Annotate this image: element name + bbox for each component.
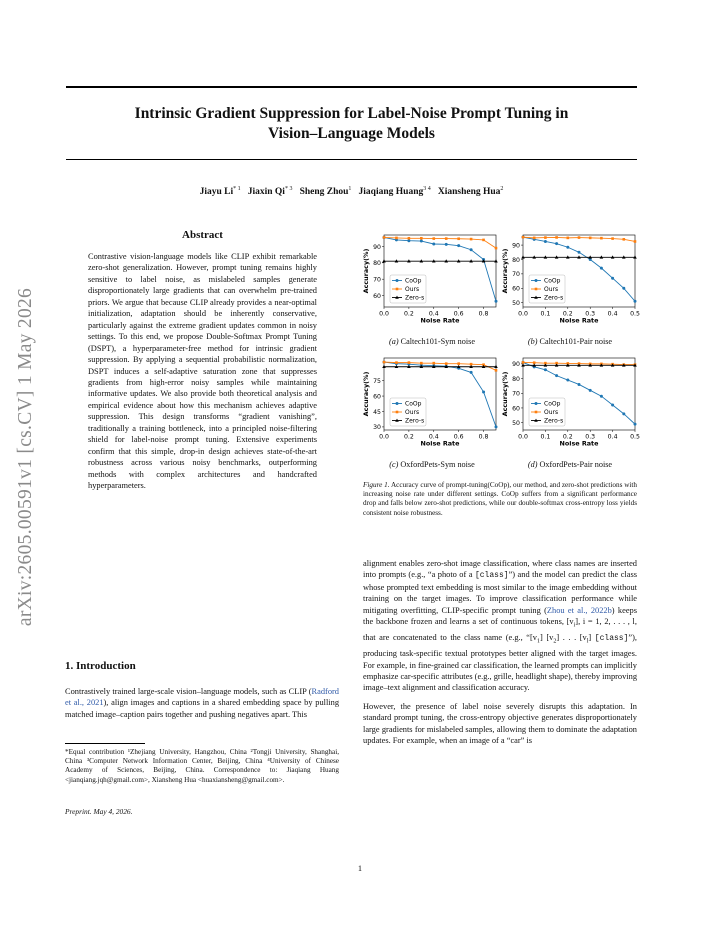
data-point [533, 237, 536, 240]
data-point [420, 240, 423, 243]
x-tick-label: 0.5 [630, 310, 640, 318]
data-point [623, 238, 626, 241]
x-tick-label: 0.4 [607, 433, 618, 441]
author: Jiaqiang Huang$^{3 4}$ [358, 186, 431, 198]
x-tick-label: 0.3 [585, 433, 596, 441]
data-point [432, 362, 435, 365]
subfigure-caption-d: (d) OxfordPets-Pair noise [527, 460, 613, 469]
data-point [445, 362, 448, 365]
figure-caption: Figure 1. Accuracy curve of prompt-tuning(CoOp), our method, and zero-shot predictions with increasing noise rate under different settings. CoOp suffers from a significant performance drop and falls below zero-shot predictions, while our double-softmax cross-entropy loss yields consistent noise robustness. [363, 481, 637, 517]
legend-label: CoOp [544, 277, 561, 285]
x-tick-label: 0.0 [518, 433, 528, 441]
data-point [470, 248, 473, 251]
y-tick-label: 75 [373, 377, 381, 385]
data-point [470, 371, 473, 374]
legend-label: CoOp [405, 277, 422, 285]
title-line-1: Intrinsic Gradient Suppression for Label-Noise Prompt Tuning in [134, 105, 569, 122]
author: Sheng Zhou$^1$ [299, 186, 352, 198]
data-point [622, 412, 625, 415]
data-point [395, 361, 398, 364]
legend-marker [396, 288, 399, 291]
x-tick-label: 0.0 [379, 433, 389, 441]
legend-marker [396, 411, 399, 414]
x-tick-label: 0.5 [630, 433, 640, 441]
y-tick-label: 60 [373, 292, 381, 300]
data-point [634, 240, 637, 243]
x-tick-label: 0.4 [428, 310, 439, 318]
x-tick-label: 0.4 [428, 433, 439, 441]
x-axis-label: Noise Rate [559, 439, 599, 448]
x-tick-label: 0.4 [607, 310, 618, 318]
data-point [495, 425, 498, 428]
legend-marker [396, 279, 399, 282]
data-point [555, 236, 558, 239]
data-point [544, 368, 547, 371]
data-point [600, 237, 603, 240]
data-point [495, 300, 498, 303]
x-tick-label: 0.2 [562, 433, 573, 441]
subfigure-caption-b: (b) Caltech101-Pair noise [527, 337, 613, 346]
data-point [407, 239, 410, 242]
y-tick-label: 90 [373, 243, 381, 251]
data-point [522, 236, 525, 239]
y-axis-label: Accuracy(%) [362, 248, 370, 294]
paragraph: alignment enables zero-shot image classification, where class names are inserted into prompts (e.g., “a photo of a [class]”) and the model can predict the class whose prompted text embedding is most similar to the image embedding without training on the target images. To improve classification performance while mitigating overfitting, CLIP-specific prompt tuning (Zhou et al., 2022b) keeps the backbone frozen and learns a set of continuous tokens, $[v_i]$, i = 1, 2, . . . , l, that are concatenated to the class name (e.g., “$[v_1]$ $[v_2]$ . . . $[v_l]$ [class]”), producing task-specific textual prototypes better aligned with the target images. For example, in fine-grained car classification, the learned prompts can implicitly emphasize car-specific attributes (e.g., grille, headlight shape), thereby improving image–text alignment and classification accuracy. [363, 559, 638, 693]
arxiv-side-label [6, 262, 46, 652]
citation-link[interactable]: Zhou et al., 2022b [546, 605, 612, 615]
legend-label: Ours [544, 286, 559, 294]
data-point [445, 243, 448, 246]
chart-panel [501, 235, 640, 325]
title-top-rule [66, 86, 637, 88]
data-point [578, 251, 581, 254]
citation-link[interactable]: Radford et al., 2021 [65, 687, 339, 708]
data-point [457, 237, 460, 240]
y-tick-label: 50 [512, 419, 520, 427]
data-point [470, 238, 473, 241]
data-point [395, 237, 398, 240]
legend-label: Ours [544, 409, 559, 417]
legend-label: Ours [405, 286, 420, 294]
data-point [578, 236, 581, 239]
y-tick-label: 90 [512, 361, 520, 369]
data-point [622, 287, 625, 290]
y-tick-label: 60 [512, 405, 520, 413]
data-point [544, 236, 547, 239]
x-axis-label: Noise Rate [420, 439, 460, 448]
data-point [589, 389, 592, 392]
legend-marker [535, 402, 538, 405]
footnote-rule [65, 743, 145, 744]
data-point [432, 237, 435, 240]
data-point [634, 300, 637, 303]
x-tick-label: 0.3 [585, 310, 596, 318]
legend-label: Ours [405, 409, 420, 417]
subfigure-caption-c: (c) OxfordPets-Sym noise [389, 460, 475, 469]
data-point [600, 395, 603, 398]
subfigure-caption-a: (a) Caltech101-Sym noise [389, 337, 475, 346]
data-point [408, 361, 411, 364]
title-bottom-rule [66, 159, 637, 160]
legend-label: Zero-s [544, 417, 564, 425]
figure-1-charts [362, 229, 638, 474]
data-point [611, 277, 614, 280]
x-tick-label: 0.1 [540, 433, 551, 441]
x-tick-label: 0.2 [562, 310, 573, 318]
y-tick-label: 45 [373, 408, 381, 416]
author: Jiayu Li$^{* 1}$ [199, 186, 241, 198]
y-tick-label: 70 [373, 276, 381, 284]
y-axis-label: Accuracy(%) [501, 248, 509, 294]
data-point [578, 383, 581, 386]
x-axis-label: Noise Rate [420, 316, 460, 325]
data-point [611, 237, 614, 240]
data-point [555, 374, 558, 377]
data-point [544, 240, 547, 243]
legend-marker [535, 288, 538, 291]
author-list [66, 186, 637, 197]
x-tick-label: 0.6 [453, 433, 464, 441]
data-point [408, 237, 411, 240]
data-point [589, 237, 592, 240]
data-point [420, 237, 423, 240]
data-point [555, 242, 558, 245]
data-point [567, 237, 570, 240]
x-tick-label: 0.0 [518, 310, 528, 318]
x-tick-label: 0.2 [403, 310, 414, 318]
legend-label: Zero-s [405, 417, 425, 425]
data-point [566, 246, 569, 249]
y-axis-label: Accuracy(%) [501, 371, 509, 417]
x-tick-label: 0.8 [478, 433, 489, 441]
y-tick-label: 80 [373, 260, 381, 268]
y-tick-label: 60 [373, 393, 381, 401]
data-point [383, 236, 386, 239]
intro-text: Contrastively trained large-scale vision–language models, such as CLIP (Radford et al., 2021), align images and captions in a shared embedding space by pulling matched image–caption pairs together and pushing negatives apart. This [65, 687, 340, 719]
data-point [634, 423, 637, 426]
chart-panel [362, 235, 498, 325]
x-tick-label: 0.1 [540, 310, 551, 318]
data-point [566, 379, 569, 382]
x-tick-label: 0.8 [478, 310, 489, 318]
chart-panel [362, 358, 498, 448]
data-point [420, 362, 423, 365]
x-axis-label: Noise Rate [559, 316, 599, 325]
data-point [457, 362, 460, 365]
title-line-2: Vision–Language Models [268, 125, 435, 142]
paragraph: However, the presence of label noise severely disrupts this adaptation. In standard prompt tuning, the cross-entropy objective generates disproportionately large gradients for mislabeled samples, allowing them to dominate the adaptation updates. For example, when an image of a “car” is [363, 701, 637, 746]
abstract-text: Contrastive vision-language models like CLIP exhibit remarkable zero-shot generalization. However, prompt tuning remains highly sensitive to label noise, as mislabeled samples generate disproportionately large gradients that can overwhelm pre-trained priors. We argue that because CLIP already provides a near-optimal initialization, adaptation should be inherently conservative, particularly against the extreme gradient updates common in noisy settings. To this end, we propose Double-Softmax Prompt Tuning (DSPT), a hyperparameter-free method for intrinsic gradient suppression. By applying a sequential probabilistic normalization, DSPT induces a self-adaptive saturation zone that suppresses gradients from high-error noisy samples while maintaining informative updates. We also provide both theoretical analysis and empirical evidence about how this mechanism achieves adaptive suppression. This design transforms “gradient vanishing”, traditionally a training bottleneck, into a principled noise-filtering shield for label-noise prompt tuning. Extensive experiments confirm that this simple, drop-in design achieves state-of-the-art robustness across various noisy benchmarks, outperforming methods with complex architectures and handcrafted hyperparameters. [88, 252, 317, 491]
y-axis-label: Accuracy(%) [362, 371, 370, 417]
x-tick-label: 0.0 [379, 310, 389, 318]
data-point [482, 239, 485, 242]
data-point [445, 237, 448, 240]
page-number: 1 [357, 864, 363, 873]
preprint-note: Preprint. May 4, 2026. [65, 807, 133, 816]
chart-panel [501, 358, 640, 448]
y-tick-label: 30 [373, 424, 381, 432]
abstract-heading: Abstract [182, 229, 223, 241]
intro-heading: 1. Introduction [65, 660, 136, 672]
data-point [495, 369, 498, 372]
x-tick-label: 0.2 [403, 433, 414, 441]
legend-marker [396, 402, 399, 405]
data-point [522, 361, 525, 364]
y-tick-label: 60 [512, 285, 520, 293]
data-point [482, 390, 485, 393]
data-point [600, 267, 603, 270]
legend-label: CoOp [405, 400, 422, 408]
x-tick-label: 0.6 [453, 310, 464, 318]
y-tick-label: 80 [512, 375, 520, 383]
footnote: *Equal contribution ¹Zhejiang University, Hangzhou, China ²Tongji University, Shanghai, China ³Computer Network Information Center, Beijing, China ⁴University of Chinese Academy of Sciences, Beijing, China. Correspondence to: Jiaqiang Huang <jianqiang.jqh@gmail.com>, Xiansheng Hua <huaxiansheng@gmail.com>. [65, 748, 339, 784]
legend-marker [535, 279, 538, 282]
legend-label: Zero-s [405, 294, 425, 302]
data-point [611, 404, 614, 407]
y-tick-label: 50 [512, 299, 520, 307]
right-column-text [363, 558, 637, 753]
data-point [495, 247, 498, 250]
data-point [432, 243, 435, 246]
data-point [457, 244, 460, 247]
arxiv-identifier: arXiv:2605.00591v1 [cs.CV] 1 May 2026 [15, 287, 36, 627]
paper-title [66, 104, 637, 144]
y-tick-label: 80 [512, 256, 520, 264]
y-tick-label: 70 [512, 271, 520, 279]
data-point [383, 361, 386, 364]
author: Xiansheng Hua$^2$ [437, 186, 504, 198]
y-tick-label: 90 [512, 242, 520, 250]
y-tick-label: 70 [512, 390, 520, 398]
legend-label: CoOp [544, 400, 561, 408]
author: Jiaxin Qi$^{* 3}$ [247, 186, 293, 198]
legend-label: Zero-s [544, 294, 564, 302]
legend-marker [535, 411, 538, 414]
